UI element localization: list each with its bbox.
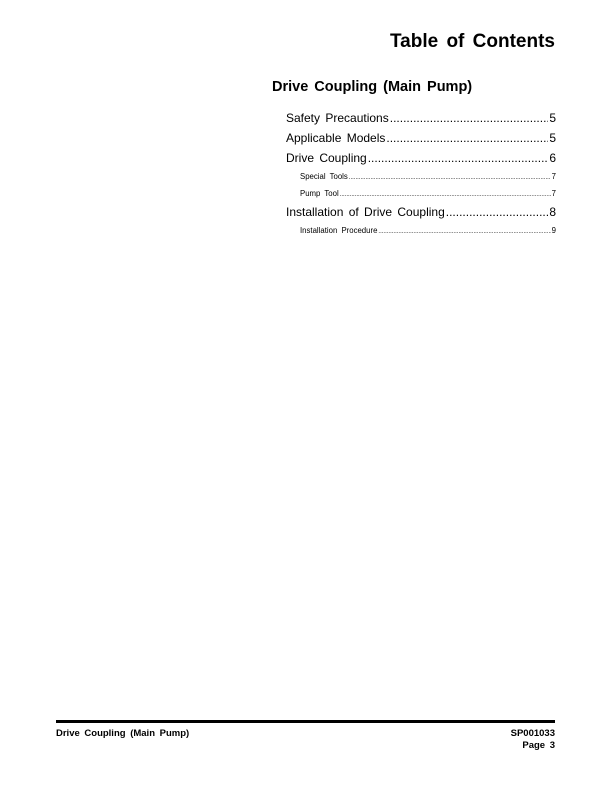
footer-info: [511, 728, 555, 752]
toc-entry-label: Safety Precautions: [286, 111, 389, 125]
toc-page-number: 6: [549, 151, 556, 165]
toc-entry-label: Special Tools: [300, 172, 348, 181]
toc-entry-applicable-models[interactable]: [286, 128, 556, 148]
toc-entry-drive-coupling[interactable]: [286, 148, 556, 168]
toc-entry-label: Pump Tool: [300, 189, 339, 198]
toc-entry-pump-tool[interactable]: [286, 185, 556, 202]
toc-entry-special-tools[interactable]: [286, 168, 556, 185]
toc-page-number: 7: [551, 189, 556, 198]
toc-entry-label: Applicable Models: [286, 131, 386, 145]
table-of-contents: [286, 108, 556, 239]
dot-leader: [386, 128, 548, 148]
toc-entry-label: Installation Procedure: [300, 226, 378, 235]
toc-page-number: 5: [549, 131, 556, 145]
toc-entry-label: Drive Coupling: [286, 151, 367, 165]
toc-page-number: 8: [549, 205, 556, 219]
toc-entry-installation-procedure[interactable]: [286, 222, 556, 239]
document-number: SP001033: [510, 728, 555, 739]
toc-page-number: 9: [551, 226, 556, 235]
dot-leader: [446, 202, 549, 222]
section-heading: Drive Coupling (Main Pump): [272, 79, 473, 95]
toc-page-number: 7: [551, 172, 556, 181]
toc-entry-safety-precautions[interactable]: [286, 108, 556, 128]
page-number: Page 3: [522, 740, 555, 751]
toc-entry-label: Installation of Drive Coupling: [286, 205, 445, 219]
footer-section-title: Drive Coupling (Main Pump): [56, 728, 190, 739]
dot-leader: [390, 108, 549, 128]
toc-page-number: 5: [549, 111, 556, 125]
toc-entry-installation-of-drive-coupling[interactable]: [286, 202, 556, 222]
dot-leader: [378, 222, 550, 241]
footer-divider: [56, 720, 555, 723]
dot-leader: [368, 148, 549, 168]
page-title: Table of Contents: [389, 31, 555, 52]
